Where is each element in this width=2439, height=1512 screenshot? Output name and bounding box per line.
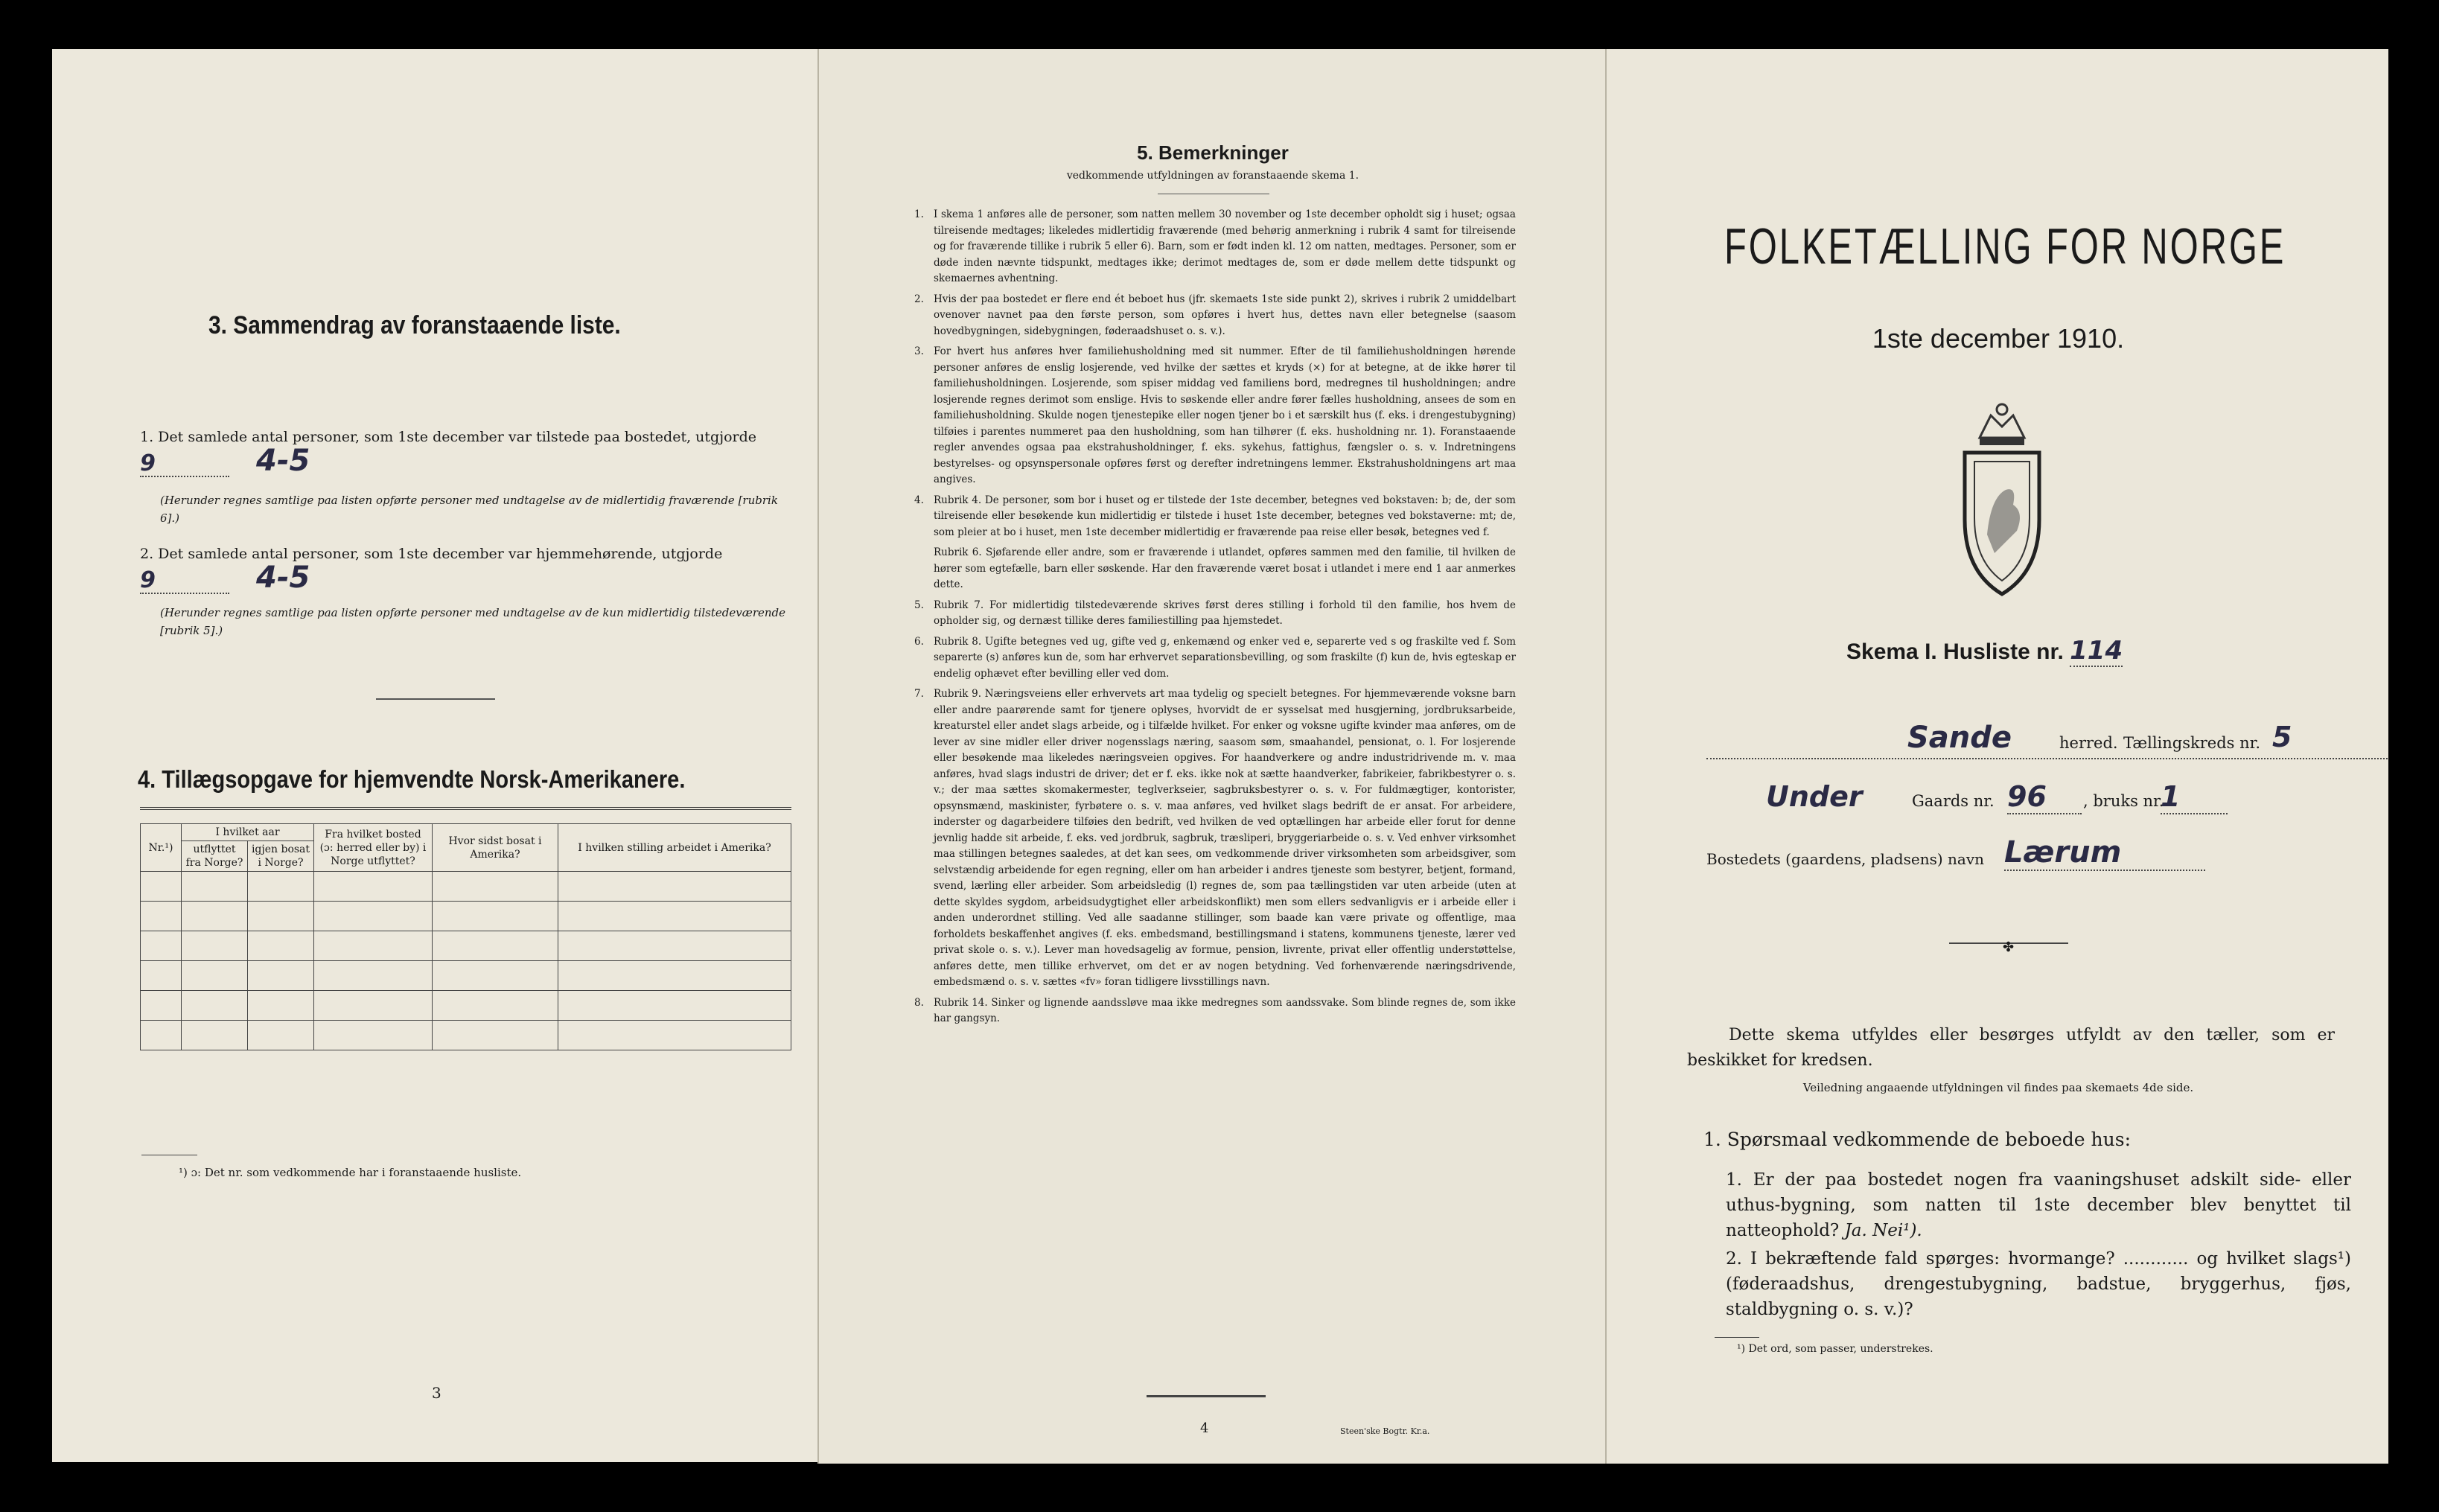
gaard-name: Under xyxy=(1766,780,1863,813)
remark-text: Rubrik 4. De personer, som bor i huset og er tilstede der 1ste december, betegnes ved bokstaven: b; de, der som tilreisende eller besøkende kun midlertidig er tilstede i huset 1ste december, betegnes ved bokstaverne: mt; de, som pleier at bo i huset, men 1ste december midlertidig er fraværende paa reise eller besøk, betegnes ved f. xyxy=(934,494,1516,538)
herred-label: herred. xyxy=(2059,734,2118,752)
summary-item-2 xyxy=(140,542,795,595)
page1-footnote: ¹) Det ord, som passer, understrekes. xyxy=(1737,1343,1933,1355)
krets-number: 5 xyxy=(2272,721,2292,753)
norsk-amerikanere-table xyxy=(140,823,791,1050)
remark-item xyxy=(914,686,1516,991)
summary-item-2-hand: 4-5 xyxy=(256,561,310,595)
section-3-heading: 3. Sammendrag av foranstaaende liste. xyxy=(208,311,621,339)
question-2: 2. I bekræftende fald spørges: hvormange? ............ og hvilket slags¹) (føderaadshus, drengestubygning, badstue, bryggerhus, fjøs, staldbygning o. s. v.)? xyxy=(1726,1249,2351,1319)
bruks-number: 1 xyxy=(2161,780,2228,814)
remark-text: Rubrik 14. Sinker og lignende aandssløve maa ikke medregnes som aandssvake. Som blinde regnes de, som ikke har gangsyn. xyxy=(934,996,1516,1024)
remark-text: For hvert hus anføres hver familiehusholdning med sit nummer. Efter de til familiehusholdningen hørende personer anføres de enslig losjerende, ved hvilke der sættes et kryds (×) for at betegne, at de ikke hører til familiehusholdningen. Losjerende, som spiser middag ved familiens bord, medregnes til husholdningen; andre losjerende regnes derimot som enslige. Hvis to søskende eller andre fører fælles husholdning, ansees de som en familiehusholdning. Skulde nogen tjenestepike eller nogen tjener bo i et særskilt hus (f. eks. i drengestubygning) tilføies i parentes nummeret paa den husholdning, som han tilhører (f. eks. husholdning nr. 1). Foranstaaende regler anvendes ogsaa paa ekstrahusholdninger, f. eks. sykehus, fattighus, fængsler o. s. v. Indretningens bestyrelses- og opsynspersonale opføres først og derefter indretningens lemmer. Ekstrahusholdningens art maa angives. xyxy=(934,345,1516,485)
remark-text: Rubrik 8. Ugifte betegnes ved ug, gifte ved g, enkemænd og enker ved e, separerte ved s og fraskilte ved f. Som separerte (s) anføres kun de, som har erhvervet separationsbevilling, og som fraskilte (f) kun de, hvis egteskap er endelig ophævet efter bevilling eller ved dom. xyxy=(934,635,1516,680)
section-4-footnote: ¹) ɔ: Det nr. som vedkommende har i foranstaaende husliste. xyxy=(179,1166,522,1179)
remark-item xyxy=(914,598,1516,630)
page-number: 3 xyxy=(432,1384,441,1402)
herred-name: Sande xyxy=(1907,721,2012,755)
question-1 xyxy=(1726,1167,2351,1243)
col-stilling: I hvilken stilling arbeidet i Amerika? xyxy=(558,824,791,872)
summary-item-1-text: 1. Det samlede antal personer, som 1ste december var tilstede paa bostedet, utgjorde xyxy=(140,429,757,445)
remark-text: Hvis der paa bostedet er flere end ét beboet hus (jfr. skemaets 1ste side punkt 2), skrives i rubrik 2 umiddelbart ovenover navnet paa den første person, som opføres i hvert hus, dettes navn eller betegnelse (saasom hovedbygningen, sidebygningen, føderaadshuset o. s. v.). xyxy=(934,293,1516,337)
remark-item xyxy=(914,207,1516,287)
bruks-label: , bruks nr. xyxy=(2083,792,2164,810)
remark-text: Rubrik 7. For midlertidig tilstedeværende skrives først deres stilling i forhold til den familie, hos hvem de opholder sig, og dernæst tillike deres familiestilling paa hjemstedet. xyxy=(934,599,1516,627)
table-row xyxy=(141,902,791,931)
remarks-subheading: vedkommende utfyldningen av foranstaaende skema 1. xyxy=(1066,170,1359,182)
remark-number: 5. xyxy=(914,599,924,611)
col-fra: Fra hvilket bosted (ɔ: herred eller by) i Norge utflyttet? xyxy=(314,824,433,872)
gaards-number: 96 xyxy=(2007,780,2082,814)
coat-of-arms-icon xyxy=(1954,393,2050,602)
bosted-line xyxy=(1706,835,2272,871)
gaards-label: Gaards nr. xyxy=(1912,792,1995,810)
herred-line xyxy=(1706,721,2388,759)
gaard-line xyxy=(1706,780,2272,816)
table-row xyxy=(141,961,791,991)
footnote-rule xyxy=(1715,1337,1759,1338)
remark-number: 6. xyxy=(914,635,924,648)
remark-number: 7. xyxy=(914,688,924,700)
section-4-heading: 4. Tillægsopgave for hjemvendte Norsk-Amerikanere. xyxy=(138,765,686,793)
page-number: 4 xyxy=(1200,1420,1209,1436)
remark-item xyxy=(914,292,1516,340)
remark-item xyxy=(914,545,1516,593)
col-nr: Nr.¹) xyxy=(141,824,182,872)
skema-line xyxy=(1846,636,2123,667)
page-3 xyxy=(52,49,817,1462)
summary-item-1-value: 9 xyxy=(140,452,229,477)
summary-item-2-note: (Herunder regnes samtlige paa listen opførte personer med undtagelse av de kun midlertidig tilstedeværende [rubrik 5].) xyxy=(160,606,786,637)
intro-text: Dette skema utfyldes eller besørges utfyldt av den tæller, som er beskikket for kredsen. xyxy=(1687,1026,2335,1070)
summary-item-2-value: 9 xyxy=(140,569,229,594)
remark-item xyxy=(914,634,1516,683)
census-date: 1ste december 1910. xyxy=(1872,323,2125,354)
remark-item xyxy=(914,493,1516,541)
krets-label: Tællingskreds nr. xyxy=(2123,734,2261,752)
census-title: FOLKETÆLLING FOR NORGE xyxy=(1724,218,2286,275)
skema-number: 114 xyxy=(2070,636,2123,666)
remark-text: I skema 1 anføres alle de personer, som natten mellem 30 november og 1ste december opholdt sig i huset; ogsaa tilreisende medtages; likeledes midlertidig fraværende (med behørig anmerkning i rubrik 4 samt for tilreisende og for fraværende tillike i rubrik 5 eller 6). Barn, som er født inden kl. 12 om natten, medtages. Personer, som er døde inden nævnte tidspunkt, medtages ikke; derimot medtages de, som er døde mellem dette tidspunkt og skemaernes avhentning. xyxy=(934,208,1516,284)
question-1-text: 1. Er der paa bostedet nogen fra vaaningshuset adskilt side- eller uthus-bygning, som natten til 1ste december blev benyttet til natteophold? xyxy=(1726,1170,2351,1240)
remarks-list xyxy=(914,207,1516,1032)
intro-small: Veiledning angaaende utfyldningen vil findes paa skemaets 4de side. xyxy=(1802,1081,2194,1094)
table-row xyxy=(141,872,791,902)
remarks-heading: 5. Bemerkninger xyxy=(1137,141,1289,164)
ornament-icon: ✤ xyxy=(2003,940,2015,955)
summary-item-1-hand: 4-5 xyxy=(256,444,310,478)
remark-number: 2. xyxy=(914,293,924,305)
col-group-year: I hvilket aar xyxy=(182,824,314,841)
question-1-answer: Ja. Nei¹). xyxy=(1844,1221,1922,1240)
col-utflyttet: utflyttet fra Norge? xyxy=(182,841,248,872)
remark-item xyxy=(914,995,1516,1027)
remark-number: 4. xyxy=(914,494,924,506)
bosted-label: Bostedets (gaardens, pladsens) navn xyxy=(1706,850,1984,868)
remark-item xyxy=(914,344,1516,488)
col-hvor: Hvor sidst bosat i Amerika? xyxy=(433,824,558,872)
question-heading: 1. Spørsmaal vedkommende de beboede hus: xyxy=(1703,1129,2131,1150)
table-row xyxy=(141,991,791,1021)
divider xyxy=(376,698,495,700)
remark-text: Rubrik 6. Sjøfarende eller andre, som er fraværende i utlandet, opføres sammen med den familie, til hvilken de hører som egtefælle, barn eller søskende. Har den fraværende været bosat i utlandet i mere end 1 aar anmerkes dette. xyxy=(934,546,1516,590)
col-igjen: igjen bosat i Norge? xyxy=(248,841,314,872)
skema-label: Skema I. Husliste nr. xyxy=(1846,639,2064,664)
table-row xyxy=(141,1021,791,1050)
remark-number: 3. xyxy=(914,345,924,357)
page-4 xyxy=(817,49,1605,1464)
printer-mark: Steen'ske Bogtr. Kr.a. xyxy=(1340,1426,1430,1436)
table-row xyxy=(141,931,791,961)
summary-item-1 xyxy=(140,425,795,478)
bosted-name: Lærum xyxy=(2004,835,2205,871)
summary-item-2-text: 2. Det samlede antal personer, som 1ste december var hjemmehørende, utgjorde xyxy=(140,546,723,562)
remark-number: 1. xyxy=(914,208,924,220)
table-top-rule xyxy=(140,807,791,810)
summary-item-1-note: (Herunder regnes samtlige paa listen opførte personer med undtagelse av de midlertidig fraværende [rubrik 6].) xyxy=(160,494,778,525)
remark-text: Rubrik 9. Næringsveiens eller erhvervets art maa tydelig og specielt betegnes. For hjemmeværende voksne barn eller andre paarørende samt for tjenere oplyses, hvorvidt de er sysselsat med husgjerning, jordbruksarbeide, kreaturstel eller andet slags arbeide, og i tilfælde hvilket. For enker og voksne ugifte kvinder maa anføres, om de lever av sine midler eller driver nogensslags næring, saasom søm, smaahandel, pensionat, o. l. For losjerende eller besøkende maa likeledes næringsveien opgives. For haandverkere og andre industridrivende m. v. maa anføres, hvad slags industri de driver; det er f. eks. ikke nok at sætte haandverker, fabrikeier, fabrikbestyrer o. s. v.; der maa sættes skomakermester, teglverkseier, sagbruksbestyrer o. s. v. For fuldmægtiger, kontorister, opsynsmænd, maskinister, fyrbøtere o. s. v. maa anføres, ved hvilket slags bedrift de er ansat. For arbeidere, inderster og dagarbeidere tilføies den bedrift, ved hvilken de ved optællingen har arbeide eller forut for denne jevnlig hadde sit arbeide, f. eks. ved jordbruk, sagbruk, træsliperi, bryggeriarbeide o. s. v. Ved enhver virksomhet maa stillingen betegnes saaledes, at det kan sees, om vedkommende driver virksomheten som arbeidsgiver, som selvstændig arbeidende for egen regning, eller om han arbeider i andres tjeneste som bestyrer, betjent, formand, svend, lærling eller arbeider. Som arbeidsledig (l) regnes de, som paa tællingstiden var uten arbeide (uten at dette skyldes sygdom, arbeidsudygtighet eller arbeidskonflikt) men som ellers sedvanligvis er i arbeide eller i anden underordnet stilling. Ved alle saadanne stillinger, som baade kan være private og offentlige, maa forholdets beskaffenhet angives (f. eks. embedsmand, bestillingsmand i statens, kommunens tjeneste, lærer ved privat skole o. s. v.). Lever man hovedsagelig av formue, pension, livrente, privat eller offentlig understøttelse, anføres dette, men tillike erhvervet, om det er av nogen betydning. Ved forhenværende næringsdrivende, embedsmænd o. s. v. sættes «fv» foran tidligere livsstillings navn. xyxy=(934,688,1516,988)
page-1 xyxy=(1605,49,2388,1464)
end-rule xyxy=(1147,1395,1266,1397)
remark-number: 8. xyxy=(914,996,924,1009)
